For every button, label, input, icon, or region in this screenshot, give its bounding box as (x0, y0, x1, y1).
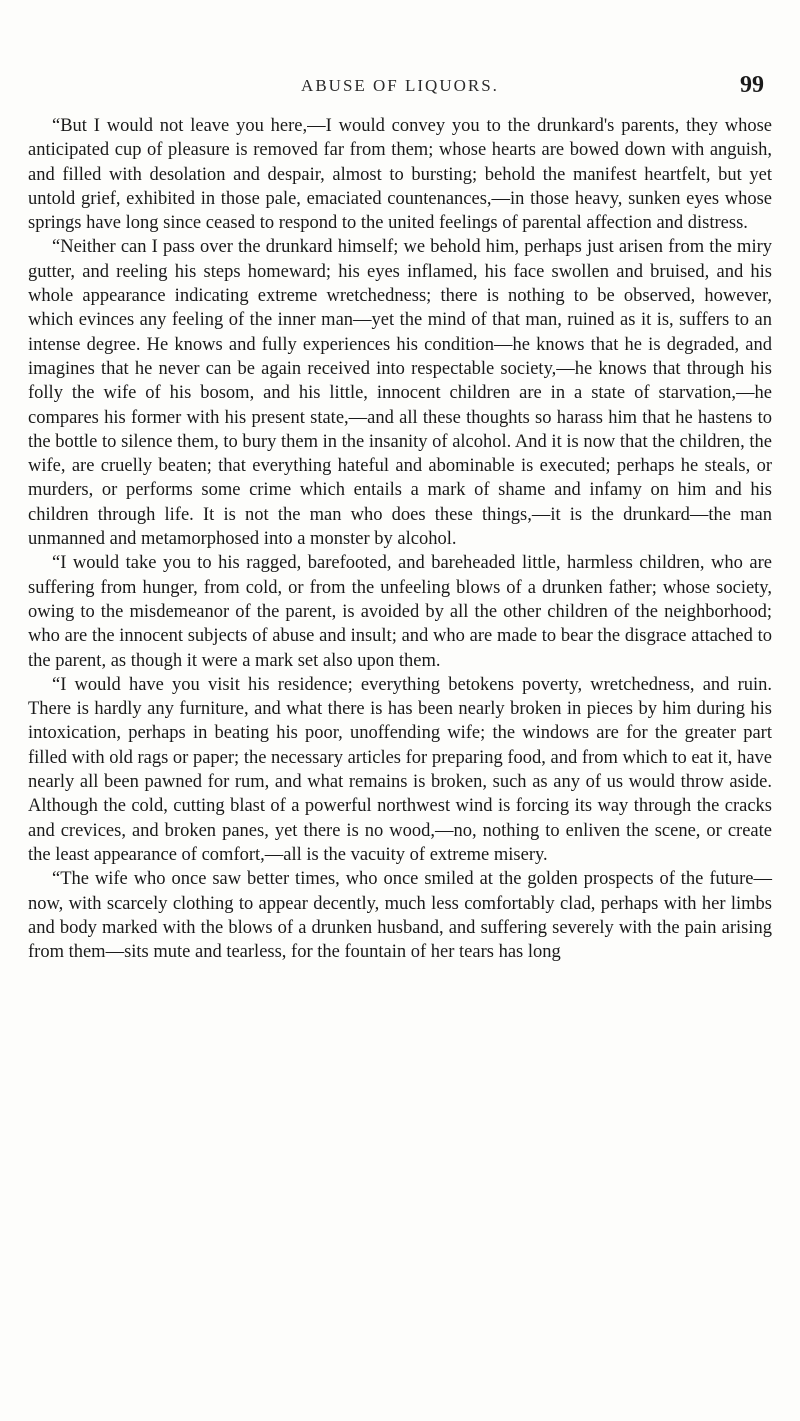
paragraph: “I would take you to his ragged, barefooted, and bareheaded little, harmless children, who are suffering from hunger, from cold, or from the unfeeling blows of a drunken father; whose society, owing to the misdemeanor of the parent, is avoided by all the other children of the neighborhood; who are the innocent subjects of abuse and insult; and who are made to bear the disgrace attached to the parent, as though it were a mark set also upon them. (28, 553, 772, 671)
paragraph: “I would have you visit his residence; everything betokens poverty, wretchedness, and ruin. There is hardly any furniture, and what there is has been nearly broken in pieces by him during his intoxication, perhaps in beating his poor, unoffending wife; the windows are for the greater part filled with old rags or paper; the necessary articles for preparing food, and from which to eat it, have nearly all been pawned for rum, and what remains is broken, such as any of us would throw aside. Although the cold, cutting blast of a powerful northwest wind is forcing its way through the cracks and crevices, and broken panes, yet there is no wood,—no, nothing to enliven the scene, or create the least appearance of comfort,—all is the vacuity of extreme misery. (28, 674, 772, 865)
running-head (30, 72, 770, 106)
paragraph: “The wife who once saw better times, who once smiled at the golden prospects of the future—now, with scarcely clothing to appear decently, much less comfortably clad, perhaps with her limbs and body marked with the blows of a drunken husband, and suffering severely with the pain arising from them—sits mute and tearless, for the fountain of her tears has long (28, 869, 772, 963)
paragraph: “But I would not leave you here,—I would convey you to the drunkard's parents, they whose anticipated cup of pleasure is removed far from them; whose hearts are bowed down with anguish, and filled with desolation and despair, almost to bursting; behold the manifest heartfelt, but yet untold grief, exhibited in those pale, emaciated countenances,—in those heavy, sunken eyes whose springs have long since ceased to respond to the united feelings of parental affection and distress. (28, 116, 772, 234)
paragraph: “Neither can I pass over the drunkard himself; we behold him, perhaps just arisen from the miry gutter, and reeling his steps homeward; his eyes inflamed, his face swollen and bruised, and his whole appearance indicating extreme wretchedness; there is nothing to be observed, however, which evinces any feeling of the inner man—yet the mind of that man, ruined as it is, suffers to an intense degree. He knows and fully experiences his condition—he knows that he is degraded, and imagines that he never can be again received into respectable society,—he knows that through his folly the wife of his bosom, and his little, innocent children are in a state of starvation,—he compares his former with his present state,—and all these thoughts so harass him that he hastens to the bottle to silence them, to bury them in the insanity of alcohol. And it is now that the children, the wife, are cruelly beaten; that everything hateful and abominable is executed; perhaps he steals, or murders, or performs some crime which entails a mark of shame and infamy on him and his children through life. It is not the man who does these things,—it is the drunkard—the man unmanned and metamorphosed into a monster by alcohol. (28, 237, 772, 550)
page-number: 99 (740, 72, 764, 98)
running-title: ABUSE OF LIQUORS. (301, 76, 499, 95)
body-text (28, 114, 772, 964)
